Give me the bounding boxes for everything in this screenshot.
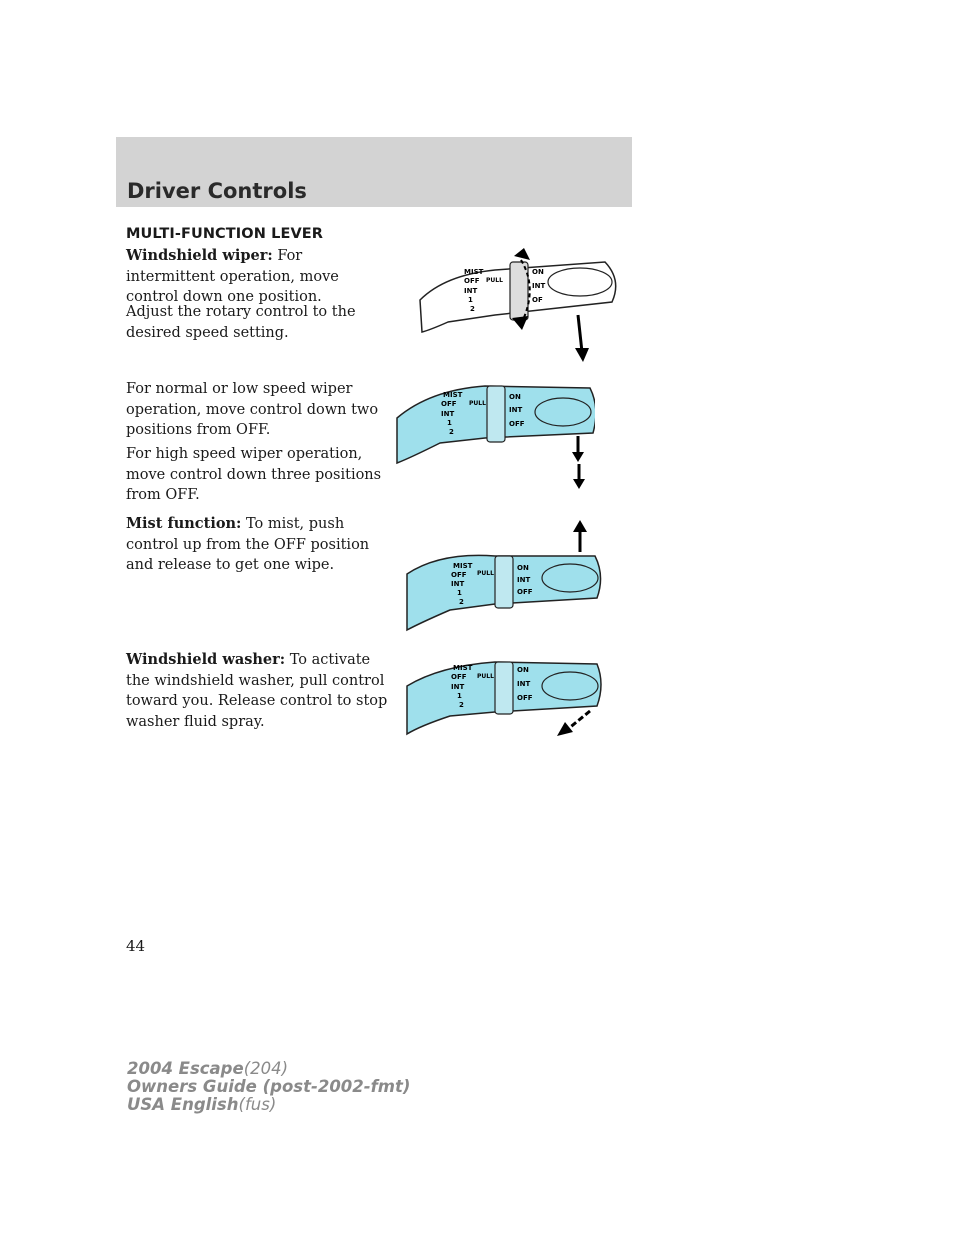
arrow-down-icon — [512, 316, 528, 330]
label-int-right: INT — [509, 406, 523, 414]
label-pull: PULL — [477, 673, 494, 680]
down-arrow-icon — [573, 479, 585, 489]
label-pull: PULL — [477, 570, 494, 577]
normal-speed-paragraph: For normal or low speed wiper operation, move control down two positions from OFF. — [126, 381, 379, 438]
label-mist: MIST — [453, 664, 473, 672]
lever-figure-intermittent — [400, 240, 620, 370]
label-off-right: OF — [532, 296, 543, 304]
lever-figure-mist — [405, 518, 605, 633]
rotary-knob — [510, 262, 528, 320]
label-int: INT — [451, 580, 465, 588]
high-speed-paragraph: For high speed wiper operation, move control down three positions from OFF. — [126, 446, 382, 503]
wiper-text: For intermittent operation, move control down one position. — [126, 248, 339, 305]
label-2: 2 — [470, 305, 475, 313]
mist-paragraph — [126, 514, 391, 576]
up-arrow-icon — [573, 520, 587, 532]
footer-model-code: (204) — [243, 1059, 289, 1078]
pull-arrow-shaft — [568, 711, 590, 729]
label-1: 1 — [468, 296, 473, 304]
rotary-knob — [487, 386, 505, 442]
rotary-knob — [495, 662, 513, 714]
footer-guide: Owners Guide (post-2002-fmt) — [127, 1077, 411, 1096]
label-off-right: OFF — [509, 420, 525, 428]
page-number: 44 — [126, 937, 146, 955]
label-2: 2 — [459, 701, 464, 709]
label-mist: MIST — [464, 268, 484, 276]
arrow-up-icon — [514, 248, 530, 260]
down-arrow-icon — [572, 452, 584, 462]
label-off-right: OFF — [517, 588, 533, 596]
rotary-paragraph: Adjust the rotary control to the desired speed setting. — [126, 304, 356, 341]
label-off: OFF — [441, 400, 457, 408]
label-pull: PULL — [469, 400, 486, 407]
footer-language-code: (fus) — [238, 1095, 277, 1114]
label-off: OFF — [451, 571, 467, 579]
section-title: MULTI-FUNCTION LEVER — [126, 226, 324, 242]
label-off-right: OFF — [517, 694, 533, 702]
mist-label: Mist function: — [126, 515, 242, 532]
label-mist: MIST — [453, 562, 473, 570]
footer — [127, 1060, 410, 1114]
label-1: 1 — [447, 419, 452, 427]
label-int-right: INT — [517, 680, 531, 688]
page-title: Driver Controls — [127, 179, 307, 203]
down-arrow-shaft — [578, 315, 582, 352]
footer-language: USA English — [127, 1095, 239, 1114]
lever-figure-normal-speed — [395, 378, 595, 503]
label-mist: MIST — [443, 391, 463, 399]
label-on: ON — [509, 393, 521, 401]
washer-text: To activate the windshield washer, pull control toward you. Release control to stop washer fluid spray. — [126, 652, 388, 730]
label-on: ON — [517, 564, 529, 572]
down-arrow-icon — [575, 348, 589, 362]
label-on: ON — [517, 666, 529, 674]
label-int: INT — [451, 683, 465, 691]
label-1: 1 — [457, 692, 462, 700]
pull-arrow-icon — [557, 722, 573, 736]
label-2: 2 — [459, 598, 464, 606]
mist-text: To mist, push control up from the OFF position and release to get one wipe. — [126, 516, 370, 573]
wiper-label: Windshield wiper: — [126, 247, 273, 264]
label-pull: PULL — [486, 277, 503, 284]
label-off: OFF — [464, 277, 480, 285]
label-off: OFF — [451, 673, 467, 681]
label-2: 2 — [449, 428, 454, 436]
label-on: ON — [532, 268, 544, 276]
label-int-right: INT — [532, 282, 546, 290]
wiper-paragraph — [126, 246, 391, 308]
label-int: INT — [464, 287, 478, 295]
lever-figure-washer — [405, 656, 605, 738]
label-1: 1 — [457, 589, 462, 597]
label-int: INT — [441, 410, 455, 418]
washer-label: Windshield washer: — [126, 651, 286, 668]
label-int-right: INT — [517, 576, 531, 584]
rotary-knob — [495, 556, 513, 608]
footer-model: 2004 Escape — [127, 1059, 244, 1078]
washer-paragraph — [126, 650, 391, 732]
